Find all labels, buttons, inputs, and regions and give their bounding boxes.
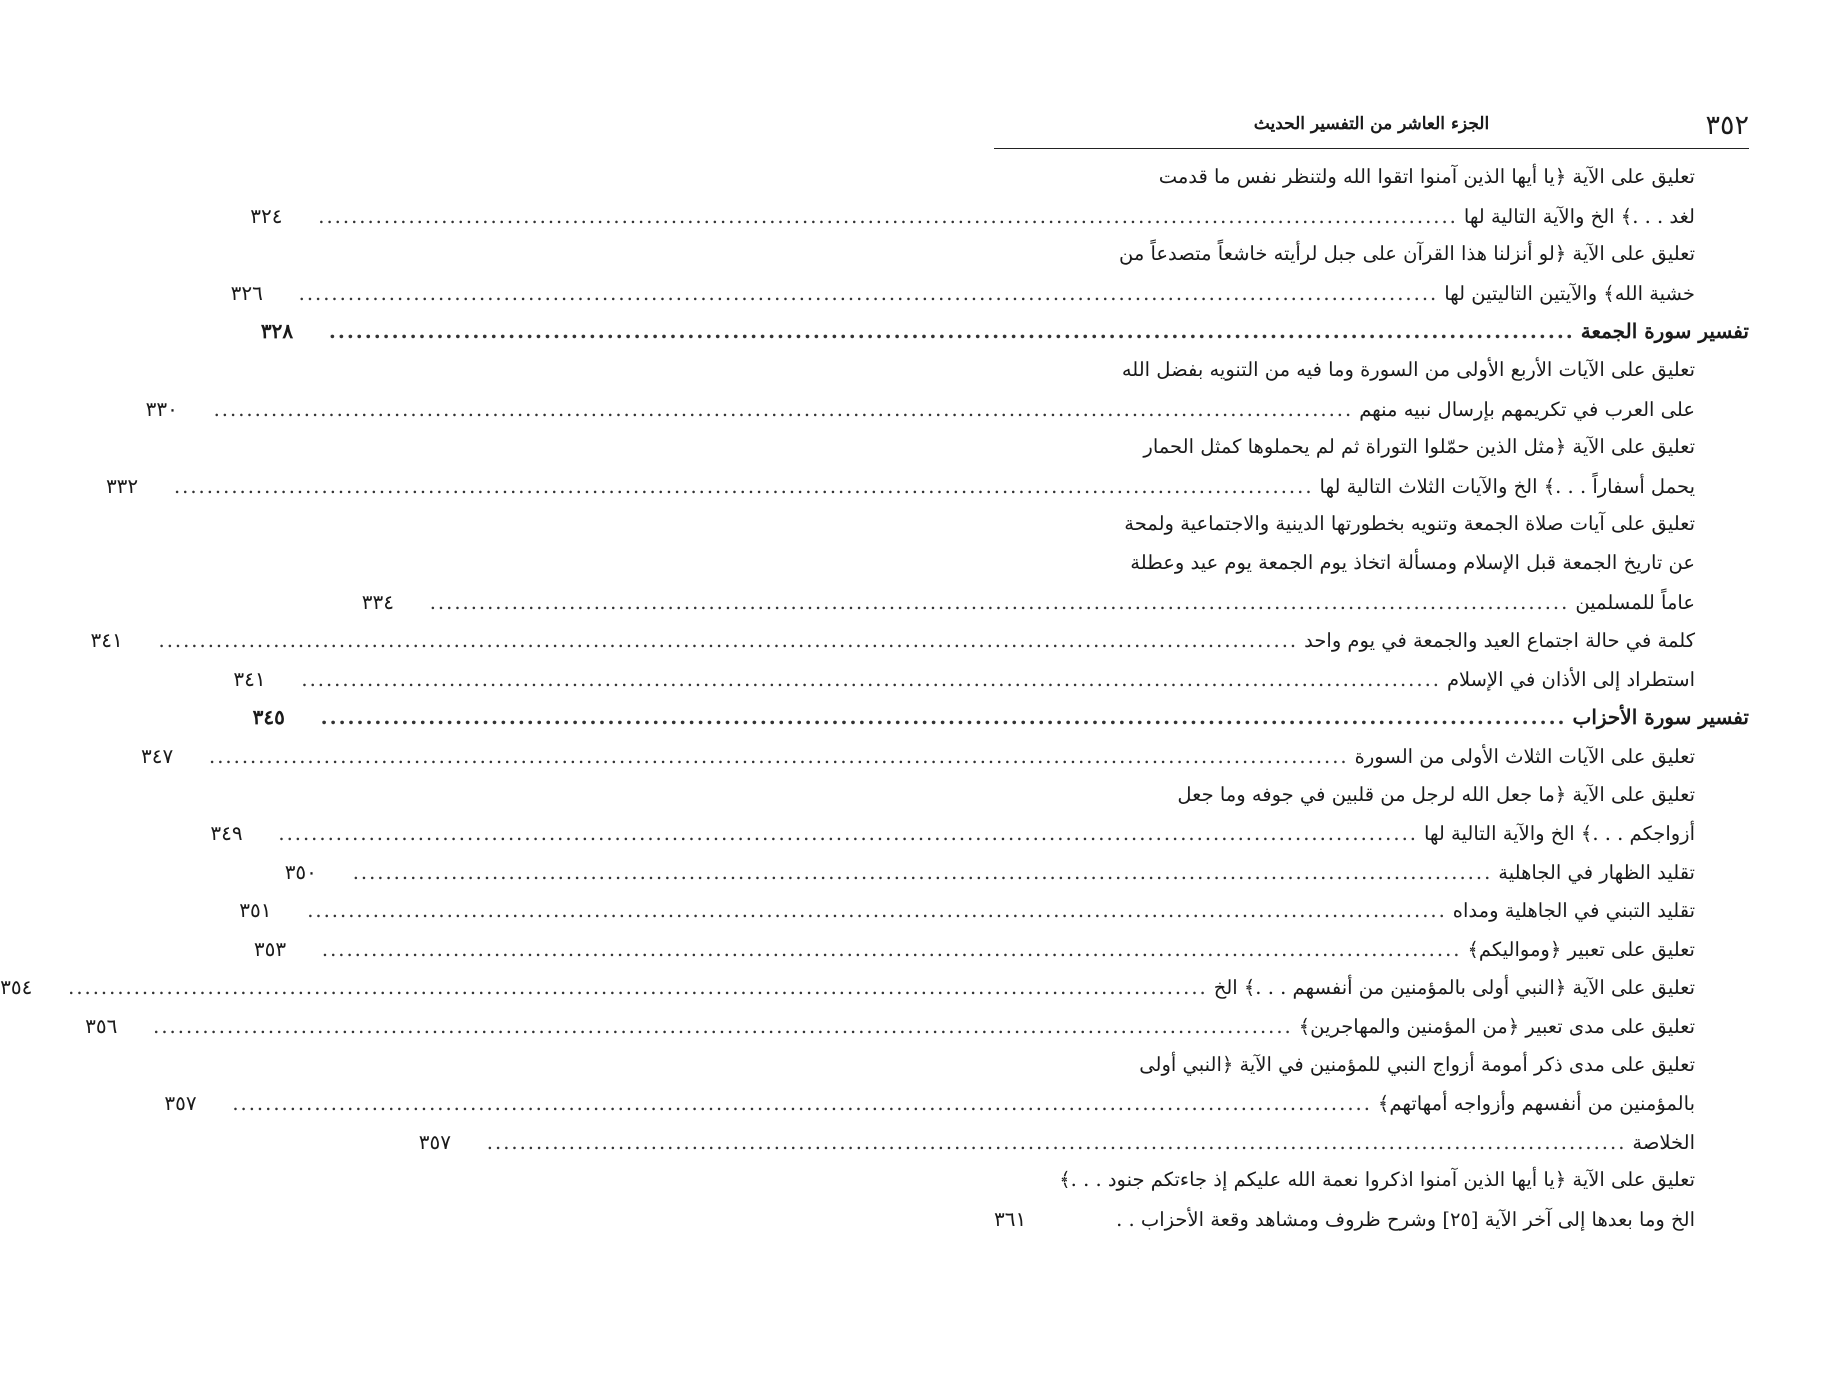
toc-entry-text: تقليد التبني في الجاهلية ومداه	[1452, 899, 1695, 923]
toc-entry	[250, 197, 1749, 236]
toc-entry-text: استطراد إلى الأذان في الإسلام	[1446, 667, 1695, 691]
toc-entry-text: تعليق على آيات صلاة الجمعة وتنويه بخطورتها الدينية والاجتماعية ولمحة	[1124, 512, 1695, 536]
page-header	[994, 108, 1749, 150]
toc-entry	[994, 1200, 1749, 1239]
toc-entry-continued	[994, 158, 1749, 197]
toc-entry	[164, 1084, 1749, 1123]
toc-entry-text: خشية الله﴾ والآيتين التاليتين لها	[1444, 281, 1695, 305]
toc-page-number: ٣٦١	[994, 1207, 1027, 1232]
toc-entry	[361, 583, 1749, 622]
toc-entry-continued	[994, 544, 1749, 583]
toc-entry-text: تعليق على تعبير ﴿ومواليكم﴾	[1467, 937, 1695, 961]
leader-dots: ...........................................................................................................................................	[298, 281, 1439, 305]
toc-entry-continued	[994, 235, 1749, 274]
toc-entry	[210, 814, 1749, 853]
running-title: الجزء العاشر من التفسير الحديث	[1253, 114, 1490, 134]
header-divider	[994, 148, 1749, 149]
toc-page-number: ٣٣٤	[361, 589, 394, 614]
toc-entry	[239, 891, 1749, 930]
toc-entry-text: عن تاريخ الجمعة قبل الإسلام ومسألة اتخاذ يوم الجمعة يوم عيد وعطلة	[1130, 550, 1695, 574]
toc-entry-text: تعليق على مدى تعبير ﴿من المؤمنين والمهاجرين﴾	[1298, 1015, 1695, 1039]
leader-dots: ...........................................................................................................................................	[429, 590, 1570, 614]
toc-page-number: ٣٥٧	[418, 1129, 452, 1154]
leader-dots: ...........................................................................................................................................	[278, 822, 1418, 846]
leader-dots: ...........................................................................................................................................	[318, 204, 1458, 228]
toc-entry-continued	[994, 351, 1749, 390]
toc-entry	[0, 968, 1749, 1007]
toc-page-number: ٣٤١	[90, 628, 123, 653]
toc-entry	[284, 853, 1749, 892]
leader-dots: ...........................................................................................................................................	[68, 976, 1208, 1000]
toc-entry	[253, 930, 1749, 969]
toc-section-heading	[252, 698, 1749, 737]
leader-dots: ...........................................................................................................................................	[209, 744, 1349, 768]
toc-page-number: ٣٥٤	[0, 975, 33, 1000]
toc-page-number: ٣٤٥	[252, 705, 285, 730]
toc-entry-text: على العرب في تكريمهم بإرسال نبيه منهم	[1359, 397, 1695, 421]
toc-entry-text: كلمة في حالة اجتماع العيد والجمعة في يوم واحد	[1304, 629, 1695, 653]
toc-page-number: ٣٣٠	[145, 396, 178, 421]
toc-entry	[141, 737, 1749, 776]
toc-entry-text: لغد . . .﴾ الخ والآية التالية لها	[1463, 204, 1695, 228]
toc-page-number: ٣٢٦	[230, 280, 263, 305]
leader-dots: ...........................................................................................................................................	[153, 1015, 1293, 1039]
table-of-contents	[0, 158, 1749, 1239]
leader-dots: ...........................................................................................................................................	[307, 899, 1447, 923]
toc-entry-continued	[994, 505, 1749, 544]
toc-entry-text: الخلاصة	[1632, 1130, 1695, 1154]
toc-page-number: ٣٣٢	[105, 473, 139, 498]
toc-entry	[85, 1007, 1749, 1046]
leader-dots: ...........................................................................................................................................	[486, 1130, 1627, 1154]
toc-entry-text: بالمؤمنين من أنفسهم وأزواجه أمهاتهم﴾	[1377, 1092, 1695, 1116]
toc-entry-text: تعليق على الآية ﴿مثل الذين حمّلوا التوراة ثم لم يحملوها كمثل الحمار	[1143, 435, 1695, 459]
toc-entry-text: تعليق على الآيات الأربع الأولى من السورة وما فيه من التنويه بفضل الله	[1121, 357, 1695, 381]
toc-page-number: ٣٢٨	[260, 319, 294, 344]
toc-entry-text: عاماً للمسلمين	[1575, 590, 1695, 614]
toc-entry-text: تعليق على الآية ﴿يا أيها الذين آمنوا اذكروا نعمة الله عليكم إذ جاءتكم جنود . . .﴾	[1059, 1168, 1695, 1192]
toc-page-number: ٣٥١	[239, 898, 272, 923]
toc-heading-text: تفسير سورة الأحزاب	[1572, 705, 1749, 730]
leader-dots: ...........................................................................................................................................	[213, 397, 1354, 421]
toc-entry-continued	[994, 1046, 1749, 1085]
toc-entry-text: تعليق على الآيات الثلاث الأولى من السورة	[1354, 744, 1695, 768]
toc-entry-text: تعليق على الآية ﴿ما جعل الله لرجل من قلبين في جوفه وما جعل	[1177, 782, 1695, 806]
toc-page-number: ٣٥٦	[85, 1014, 118, 1039]
toc-entry-text: يحمل أسفاراً . . .﴾ الخ والآيات الثلاث التالية لها	[1319, 474, 1695, 498]
leader-dots: ...........................................................................................................................................	[158, 629, 1299, 653]
toc-entry	[230, 274, 1749, 313]
toc-entry	[105, 467, 1749, 506]
toc-page-number: ٣٤١	[233, 666, 266, 691]
toc-heading-text: تفسير سورة الجمعة	[1580, 319, 1749, 344]
toc-entry-text: تعليق على الآية ﴿يا أيها الذين آمنوا اتقوا الله ولتنظر نفس ما قدمت	[1158, 165, 1695, 188]
page-number: ٣٥٢	[1705, 110, 1749, 141]
toc-entry-text: أزواجكم . . .﴾ الخ والآية التالية لها	[1423, 822, 1695, 846]
toc-page-number: ٣٥٠	[284, 859, 317, 884]
toc-entry	[418, 1123, 1749, 1162]
toc-page-number: ٣٤٧	[141, 743, 174, 768]
toc-page-number: ٣٤٩	[210, 821, 243, 846]
leader-dots: ...........................................................................................................................................	[301, 667, 1441, 691]
leader-dots: ...........................................................................................................................................	[321, 937, 1462, 961]
leader-dots: ...........................................................................................................................................	[352, 860, 1493, 884]
leader-dots: ...........................................................................................................................................	[173, 474, 1314, 498]
toc-entry-text: تعليق على الآية ﴿لو أنزلنا هذا القرآن على جبل لرأيته خاشعاً متصدعاً من	[1118, 242, 1695, 266]
leader-dots: ...........................................................................................................................................	[232, 1092, 1372, 1116]
toc-entry-text: تعليق على مدى ذكر أمومة أزواج النبي للمؤمنين في الآية ﴿النبي أولى	[1139, 1052, 1695, 1076]
toc-entry-text: تقليد الظهار في الجاهلية	[1498, 860, 1695, 884]
toc-entry-continued	[994, 428, 1749, 467]
leader-dots: ...........................................................................................................................................	[328, 319, 1575, 344]
toc-entry	[90, 621, 1749, 660]
toc-page-number: ٣٥٣	[253, 936, 287, 961]
toc-section-heading	[260, 312, 1749, 351]
toc-entry	[233, 660, 1749, 699]
toc-entry	[145, 390, 1749, 429]
leader-dots: ...........................................................................................................................................	[320, 705, 1567, 730]
toc-page-number: ٣٢٤	[250, 203, 283, 228]
toc-entry-text: تعليق على الآية ﴿النبي أولى بالمؤمنين من أنفسهم . . .﴾ الخ	[1213, 976, 1695, 1000]
toc-entry-continued	[994, 776, 1749, 815]
toc-entry-continued	[994, 1161, 1749, 1200]
toc-page-number: ٣٥٧	[164, 1091, 197, 1116]
toc-entry-text: الخ وما بعدها إلى آخر الآية [٢٥] وشرح ظروف ومشاهد وقعة الأحزاب . .	[1116, 1208, 1695, 1232]
